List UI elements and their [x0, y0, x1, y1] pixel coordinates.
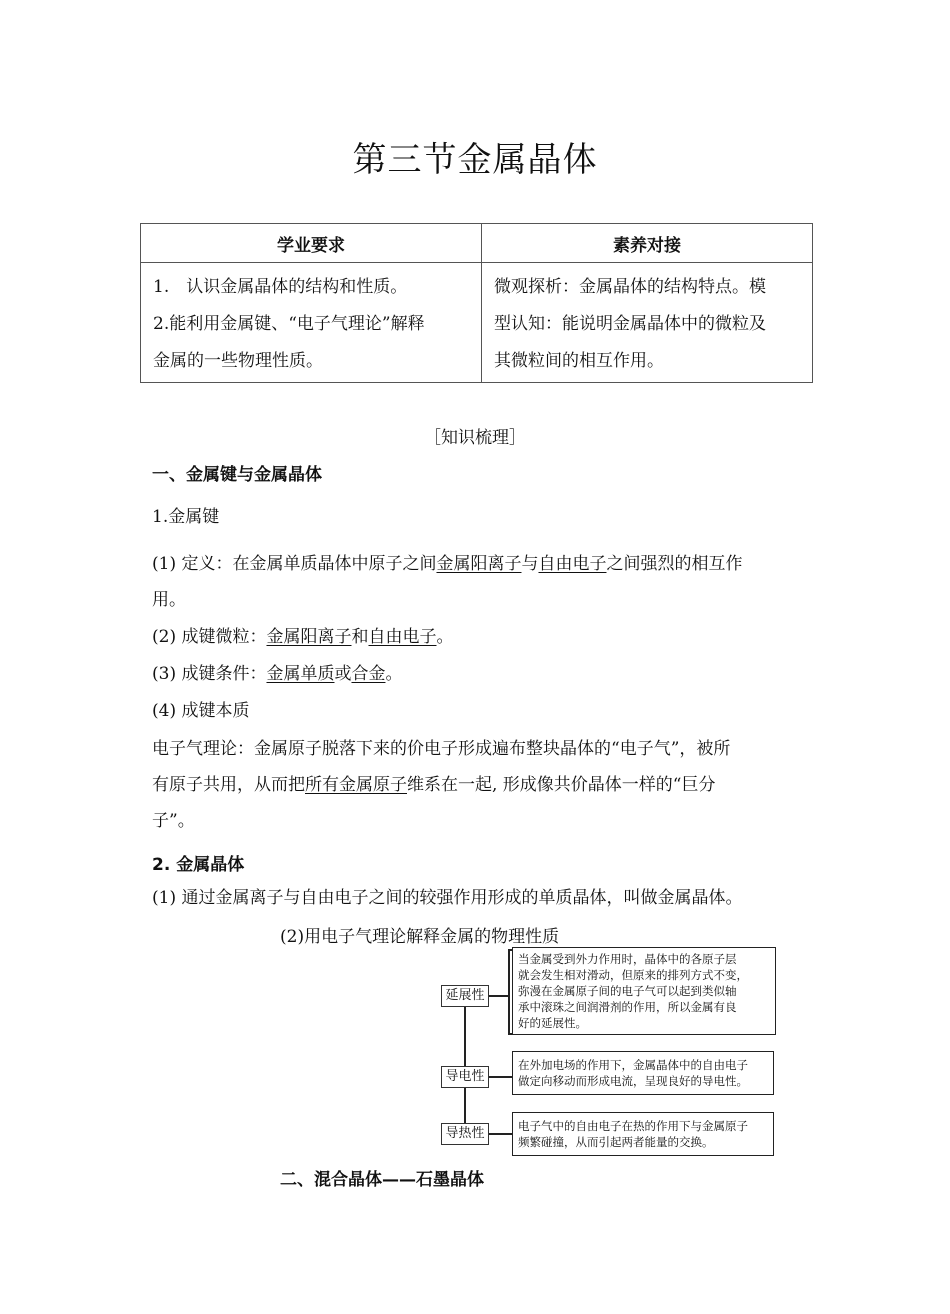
table-header-competency: 素养对接: [482, 224, 813, 263]
competency-line: 其微粒间的相互作用。: [494, 351, 664, 371]
blank-metal-element: 金属单质: [266, 664, 335, 684]
blank-all-metal-atoms: 所有金属原子: [305, 775, 407, 795]
ductility-box: [512, 947, 776, 1035]
page-title: 第三节金属晶体: [352, 140, 598, 180]
requirements-cell: [141, 263, 482, 383]
conductivity-box: [512, 1051, 774, 1095]
conditions-mid: 或: [334, 664, 352, 684]
definition-paragraph: [152, 546, 814, 618]
bonding-particles: [152, 619, 814, 655]
label-thermal-conductivity: 导热性: [441, 1123, 489, 1145]
box-line: 当金属受到外力作用时，晶体中的各原子层: [518, 952, 737, 966]
particles-suffix: 。: [436, 627, 454, 647]
definition-prefix: (1) 定义：在金属单质晶体中原子之间: [152, 554, 437, 574]
conditions-suffix: 。: [385, 664, 403, 684]
heading-metal-bond-text: 1.金属键: [152, 507, 220, 527]
blank-alloy: 合金: [351, 664, 386, 684]
competency-line: 微观探析：金属晶体的结构特点。模: [494, 277, 766, 297]
properties-diagram: [430, 945, 790, 1160]
definition-line2: 用。: [152, 590, 186, 610]
bonding-essence: (4) 成键本质: [152, 701, 250, 721]
thermal-box: [512, 1112, 774, 1156]
conditions-prefix: (3) 成键条件：: [152, 664, 267, 684]
box-line: 在外加电场的作用下，金属晶体中的自由电子: [518, 1058, 748, 1072]
requirement-line: 2.能利用金属键、“电子气理论”解释: [153, 314, 425, 334]
bonding-conditions: [152, 656, 814, 692]
requirements-table: [140, 223, 813, 383]
label-conductivity: 导电性: [441, 1066, 489, 1088]
explain-heading: (2)用电子气理论解释金属的物理性质: [280, 927, 560, 947]
heading-metal-crystal: 2. 金属晶体: [152, 855, 245, 875]
electron-gas-paragraph: [152, 731, 814, 839]
connector-line: [508, 949, 510, 1034]
particles-prefix: (2) 成键微粒：: [152, 627, 267, 647]
definition-suffix: 之间强烈的相互作: [606, 554, 743, 574]
label-ductility: 延展性: [441, 985, 489, 1007]
blank-free-electron: 自由电子: [368, 627, 437, 647]
competency-cell: [482, 263, 813, 383]
box-line: 做定向移动而形成电流，呈现良好的导电性。: [518, 1074, 748, 1088]
electron-gas-line2-prefix: 有原子共用，从而把: [152, 775, 305, 795]
competency-line: 型认知：能说明金属晶体中的微粒及: [494, 314, 766, 334]
electron-gas-line2-suffix: 维系在一起, 形成像共价晶体一样的“巨分: [407, 775, 716, 795]
blank-metal-cation: 金属阳离子: [266, 627, 352, 647]
blank-free-electron: 自由电子: [538, 554, 607, 574]
requirement-line: 1. 认识金属晶体的结构和性质。: [153, 277, 408, 297]
box-line: 承中滚珠之间润滑剂的作用，所以金属有良: [518, 1000, 737, 1014]
box-line: 好的延展性。: [518, 1016, 587, 1030]
definition-mid: 与: [521, 554, 539, 574]
box-line: 电子气中的自由电子在热的作用下与金属原子: [518, 1119, 748, 1133]
box-line: 弥漫在金属原子间的电子气可以起到类似轴: [518, 984, 737, 998]
table-header-requirements: 学业要求: [141, 224, 482, 263]
heading-metal-bond-crystal: 一、金属键与金属晶体: [152, 465, 322, 485]
connector-line: [488, 1133, 512, 1135]
heading-graphite: 二、混合晶体——石墨晶体: [280, 1170, 484, 1190]
knowledge-note: ［知识梳理］: [424, 428, 526, 448]
particles-mid: 和: [351, 627, 369, 647]
connector-line: [488, 995, 510, 997]
electron-gas-line1: 电子气理论：金属原子脱落下来的价电子形成遍布整块晶体的“电子气”，被所: [152, 739, 731, 759]
crystal-definition: (1) 通过金属离子与自由电子之间的较强作用形成的单质晶体，叫做金属晶体。: [152, 888, 743, 908]
electron-gas-line3: 子”。: [152, 811, 195, 831]
requirement-line: 金属的一些物理性质。: [153, 351, 323, 371]
blank-metal-cation: 金属阳离子: [436, 554, 522, 574]
heading-metal-bond: [152, 502, 219, 527]
box-line: 就会发生相对滑动，但原来的排列方式不变，: [518, 968, 748, 982]
connector-line: [488, 1076, 512, 1078]
box-line: 频繁碰撞，从而引起两者能量的交换。: [518, 1135, 714, 1149]
